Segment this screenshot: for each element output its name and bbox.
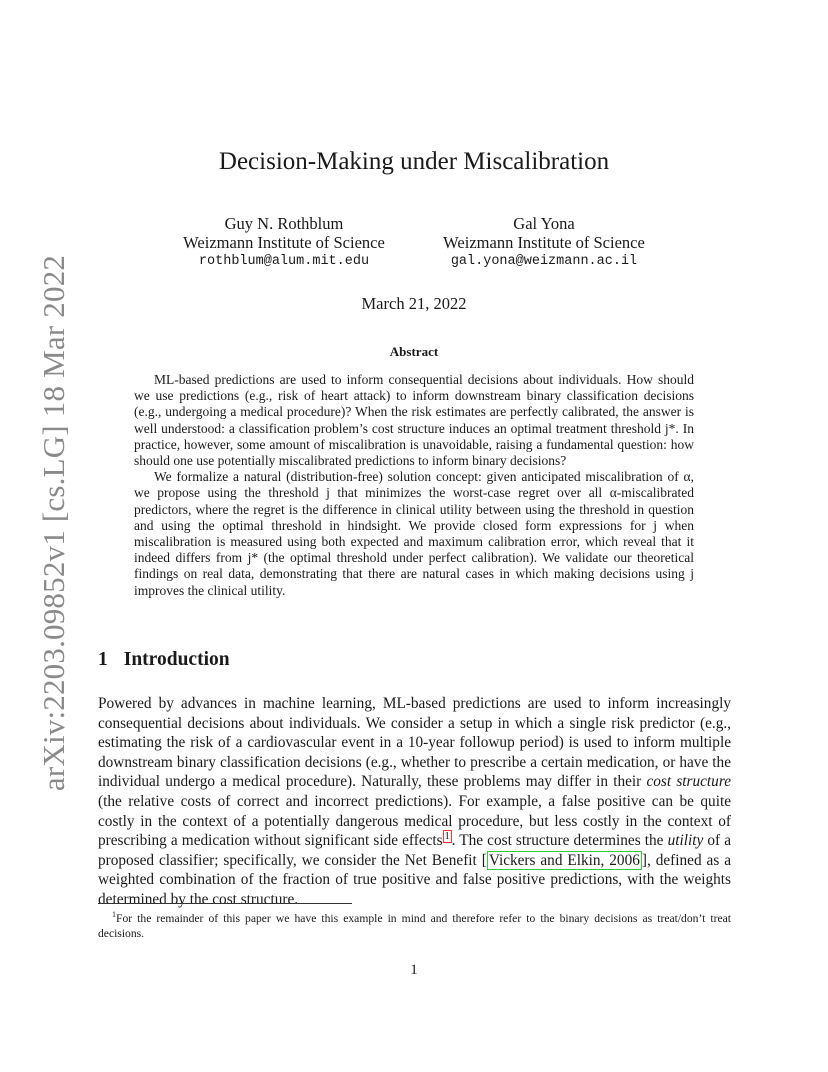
author-email: gal.yona@weizmann.ac.il	[450, 254, 638, 269]
author-block	[424, 214, 664, 271]
author-block	[164, 214, 404, 271]
citation-link[interactable]: Vickers and Elkin, 2006	[488, 851, 640, 869]
author-affiliation: Weizmann Institute of Science	[443, 233, 645, 252]
intro-text: . The cost structure determines the	[451, 832, 668, 850]
abstract-paragraph: We formalize a natural (distribution-free) solution concept: given anticipated miscalibration of α, we propose using the threshold j that minimizes the worst-case regret over all α-miscalibrated predictors, where the regret is the difference in clinical utility between using the threshold in question and using the optimal threshold in hindsight. We provide closed form expressions for j when miscalibration is measured using both expected and maximum calibration error, which reveal that it indeed differs from j* (the optimal threshold under perfect calibration). We validate our theoretical findings on real data, demonstrating that there are natural cases in which making decisions using j improves the clinical utility.	[134, 469, 694, 598]
paper-title: Decision-Making under Miscalibration	[218, 148, 610, 175]
footnote-text: For the remainder of this paper we have this example in mind and therefore refer to the binary decisions as treat/don’t treat decisions.	[98, 911, 731, 941]
footnote-link[interactable]: 1	[444, 831, 450, 843]
section-heading	[98, 649, 230, 671]
intro-text: of a proposed classifier; specifically, we consider the Net Benefit [	[98, 832, 732, 869]
page-number: 1	[410, 962, 418, 978]
section-number: 1	[98, 649, 108, 670]
intro-emphasis: utility	[667, 832, 704, 850]
intro-text: ], defined as a weighted combination of the fraction of true positive and false positive predictions, with the weights determined by the cost structure.	[98, 851, 731, 908]
introduction-body	[98, 694, 731, 910]
footnote-rule	[98, 903, 352, 904]
author-affiliation: Weizmann Institute of Science	[183, 233, 385, 252]
author-name: Guy N. Rothblum	[224, 214, 344, 233]
footnote-mark: 1	[112, 910, 116, 919]
abstract-heading: Abstract	[389, 344, 439, 359]
intro-text: (the relative costs of correct and incorrect predictions). For example, a false positive can be quite costly in the context of a potentially dangerous medical procedure, but less costly in the context of prescribing a medication without significant side effects	[98, 792, 731, 850]
section-title: Introduction	[123, 649, 230, 670]
arxiv-identifier: arXiv:2203.09852v1 [cs.LG] 18 Mar 2022	[36, 254, 71, 792]
author-email: rothblum@alum.mit.edu	[198, 254, 370, 269]
abstract	[134, 372, 694, 599]
paper-date: March 21, 2022	[361, 294, 467, 313]
author-name: Gal Yona	[513, 214, 575, 233]
footnote	[98, 907, 731, 942]
intro-text: Powered by advances in machine learning, ML-based predictions are used to inform increasingly consequential decisions about individuals. We consider a setup in which a single risk predictor (e.g., estimating the risk of a cardiovascular event in a 10-year followup period) is used to inform multiple downstream binary classification decisions (e.g., whether to prescribe a certain medication, or have the individual undergo a medical procedure). Naturally, these problems may differ in their	[98, 695, 731, 791]
abstract-paragraph: ML-based predictions are used to inform consequential decisions about individuals. How should we use predictions (e.g., risk of heart attack) to inform downstream binary classification decisions (e.g., undergoing a medical procedure)? When the risk estimates are perfectly calibrated, the answer is well understood: a classification problem’s cost structure induces an optimal treatment threshold j*. In practice, however, some amount of miscalibration is unavoidable, raising a fundamental question: how should one use potentially miscalibrated predictions to inform binary decisions?	[134, 372, 694, 469]
intro-paragraph	[98, 694, 731, 910]
intro-emphasis: cost structure	[646, 773, 731, 791]
